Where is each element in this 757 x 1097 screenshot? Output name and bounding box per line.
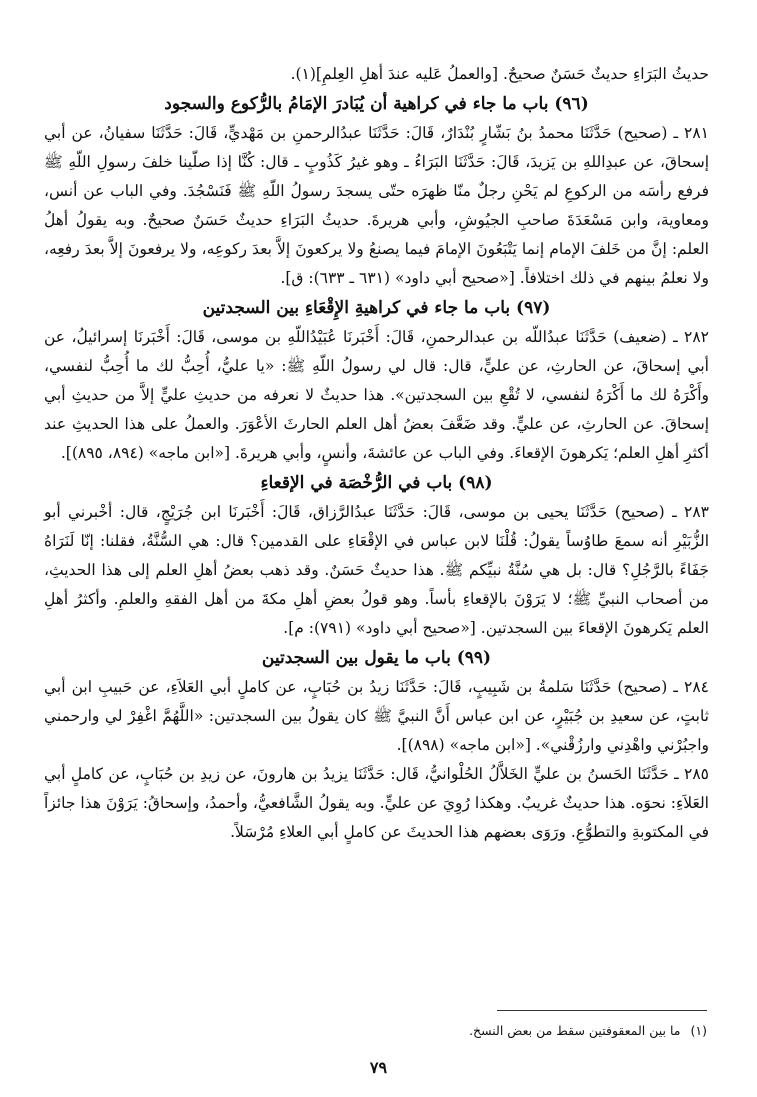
- hadith-283: ٢٨٣ ـ (صحيح) حَدَّثَنَا يحيى بن موسى، قَالَ: حَدَّثَنَا عبدُالرَّزاق، قَالَ: أَخْبَرنَا ابن جُرَيْجٍ، قال: أخْبرني أبو الزُّبَيْرِ أنه سمعَ طاوُساً يقولُ: قُلْنَا لابن عباس في الإقْعَاءِ على القدمين؟ قال: هي السُّنَّةُ، فقلنا: إنّا لَنَرَاهُ جَفَاءً بالرَّجُلِ؟ قال: بل هي سُنَّةُ نبيِّكم ﷺ. هذا حديثٌ حَسَنٌ. وقد ذهب بعضُ أهلِ العلم إلى هذا الحديثِ، من أصحاب النبيِّ ﷺ؛ لا يَرَوْنَ بالإقعاءِ بأساً. وهو قولُ بعضِ أهلِ مكةَ من أهل الفقهِ والعلمِ. وأكثرُ أهلِ العلم يَكرهونَ الإقعاءَ بين السجدتين. [«صحيح أبي داود» (٧٩١): م].: [44, 503, 709, 637]
- page-body: [44, 60, 709, 847]
- hadith-284: ٢٨٤ ـ (صحيح) حَدَّثَنَا سَلمةُ بن شَبِيبٍ، قَالَ: حَدَّثَنَا زيدُ بن حُبَابٍ، عن كاملٍ أبي العَلاَءِ، عن حَبيبِ ابن أبي ثابتٍ، عن سعيدِ بن جُبَيْرٍ، عن ابن عباس أَنَّ النبيَّ ﷺ كان يقولُ بين السجدتين: «اللَّهُمَّ اغْفِرْ لي وارحمني واجبُرْني واهْدِني وارزُقْني». [«ابن ماجه» (٨٩٨)].: [44, 678, 709, 754]
- chapter-heading-96: (٩٦) باب ما جاء في كراهية أن يُبَادرَ الإمَامُ بالرُّكوع والسجود: [164, 94, 589, 114]
- chapter-heading-98: (٩٨) باب في الرُّخْصَة في الإقعاءِ: [260, 473, 493, 493]
- hadith-282: ٢٨٢ ـ (ضعيف) حَدَّثَنَا عبدُاللّه بن عبدالرحمنِ، قَالَ: أَخْبَرنَا عُبَيْدُاللّهِ بن موسى، قَالَ: أَخْبَرنَا إسرائيلُ، عن أبي إسحاقَ، عن الحارثِ، عن عليٍّ، قال: قال لي رسولُ اللّهِ ﷺ: «يا عليُّ، أُحِبُّ لك ما أُحِبُّ لنفسي، وأَكْرَهُ لك ما أَكْرَهُ لنفسي، لا تُقْعِ بين السجدتين». هذا حديثٌ لا نعرفه من حديثِ عليٍّ إلاَّ من حديثِ أبي إسحاقَ. عن الحارثِ، عن عليٍّ. وقد ضَعَّفَ بعضُ أهل العلم الحارثَ الأعْوَرَ. والعملُ على هذا الحديثِ عند أكثرِ أهلِ العلم؛ يَكرهونَ الإقعاءَ. وفي الباب عن عائشةَ، وأنسٍ، وأبي هريرةَ. [«ابن ماجه» (٨٩٤، ٨٩٥)].: [44, 328, 709, 462]
- footnote-text: ما بين المعقوفتين سقط من بعض النسخ.: [469, 1023, 681, 1038]
- footnote-marker: (١): [690, 1023, 707, 1038]
- hadith-285: ٢٨٥ ـ حَدَّثَنَا الحَسنُ بن عليٍّ الخَلاَّلُ الحُلْوانيُّ، قَال: حَدَّثَنَا يزيدُ بن هارونَ، عن زيدِ بن حُبَابٍ، عن كاملٍ أبي العَلاَءِ: نحوَه. هذا حديثٌ غريبٌ. وهكذا رُوِيَ عن عليٍّ. وبه يقولُ الشَّافعيُّ، وأحمدُ، وإسحاقُ: يَرَوْنَ هذا جائزاً في المكتوبةِ والتطوُّعِ. ورَوَى بعضهم هذا الحديثَ عن كاملٍ أبي العلاءِ مُرْسَلاً.: [44, 765, 709, 841]
- hadith-281: ٢٨١ ـ (صحيح) حَدَّثَنَا محمدُ بنُ بَشّارٍ بُنْدَارٌ، قَالَ: حَدَّثَنَا عبدُالرحمنِ بن مَهْديٍّ، قَالَ: حَدَّثَنَا سفيانُ، عن أبي إسحاقَ، عن عبدِاللهِ بن يَزيدَ، قَالَ: حَدَّثَنَا البَرَاءُ ـ وهو غيرُ كَذُوبٍ ـ قال: كُنَّا إذا صلّينا خلفَ رسولِ اللّهِ ﷺ فرفع رأسَه من الركوعِ لم يَحْنِ رجلٌ منّا ظهرَه حتّى يسجدَ رسولُ اللّهِ ﷺ فَنَسْجُدَ. وفي الباب عن أنس، ومعاوية، وابن مَسْعَدَةَ صاحبِ الجيُوشِ، وأبي هريرةَ. حديثُ البَرَاءِ حديثٌ حَسَنٌ صحيحٌ. وبه يقولُ أهلُ العلم: إنَّ من خَلفَ الإمام إنما يَتْبَعُونَ الإمامَ فيما يصنعُ ولا يركعونَ إلاَّ بعدَ ركوعِه، ولا يرفعونَ إلاَّ بعدَ رفعِه، ولا نعلمُ بينهم في ذلك اختلافاً. [«صحيح أبي داود» (٦٣١ ـ ٦٣٣): ق].: [44, 124, 709, 287]
- chapter-heading-99: (٩٩) باب ما يقول بين السجدتين: [261, 648, 492, 668]
- footnote: [107, 1022, 707, 1040]
- page-number: ٧٩: [369, 1058, 388, 1077]
- intro-paragraph: حديثُ البَرَاءِ حديثٌ حَسَنٌ صحيحٌ. [والعملُ عَليه عندَ أهلِ العِلمِ](١).: [290, 65, 709, 83]
- footnote-divider: [497, 1010, 707, 1011]
- chapter-heading-97: (٩٧) باب ما جاء في كراهيةِ الإِقْعَاءِ بين السجدتين: [202, 298, 551, 318]
